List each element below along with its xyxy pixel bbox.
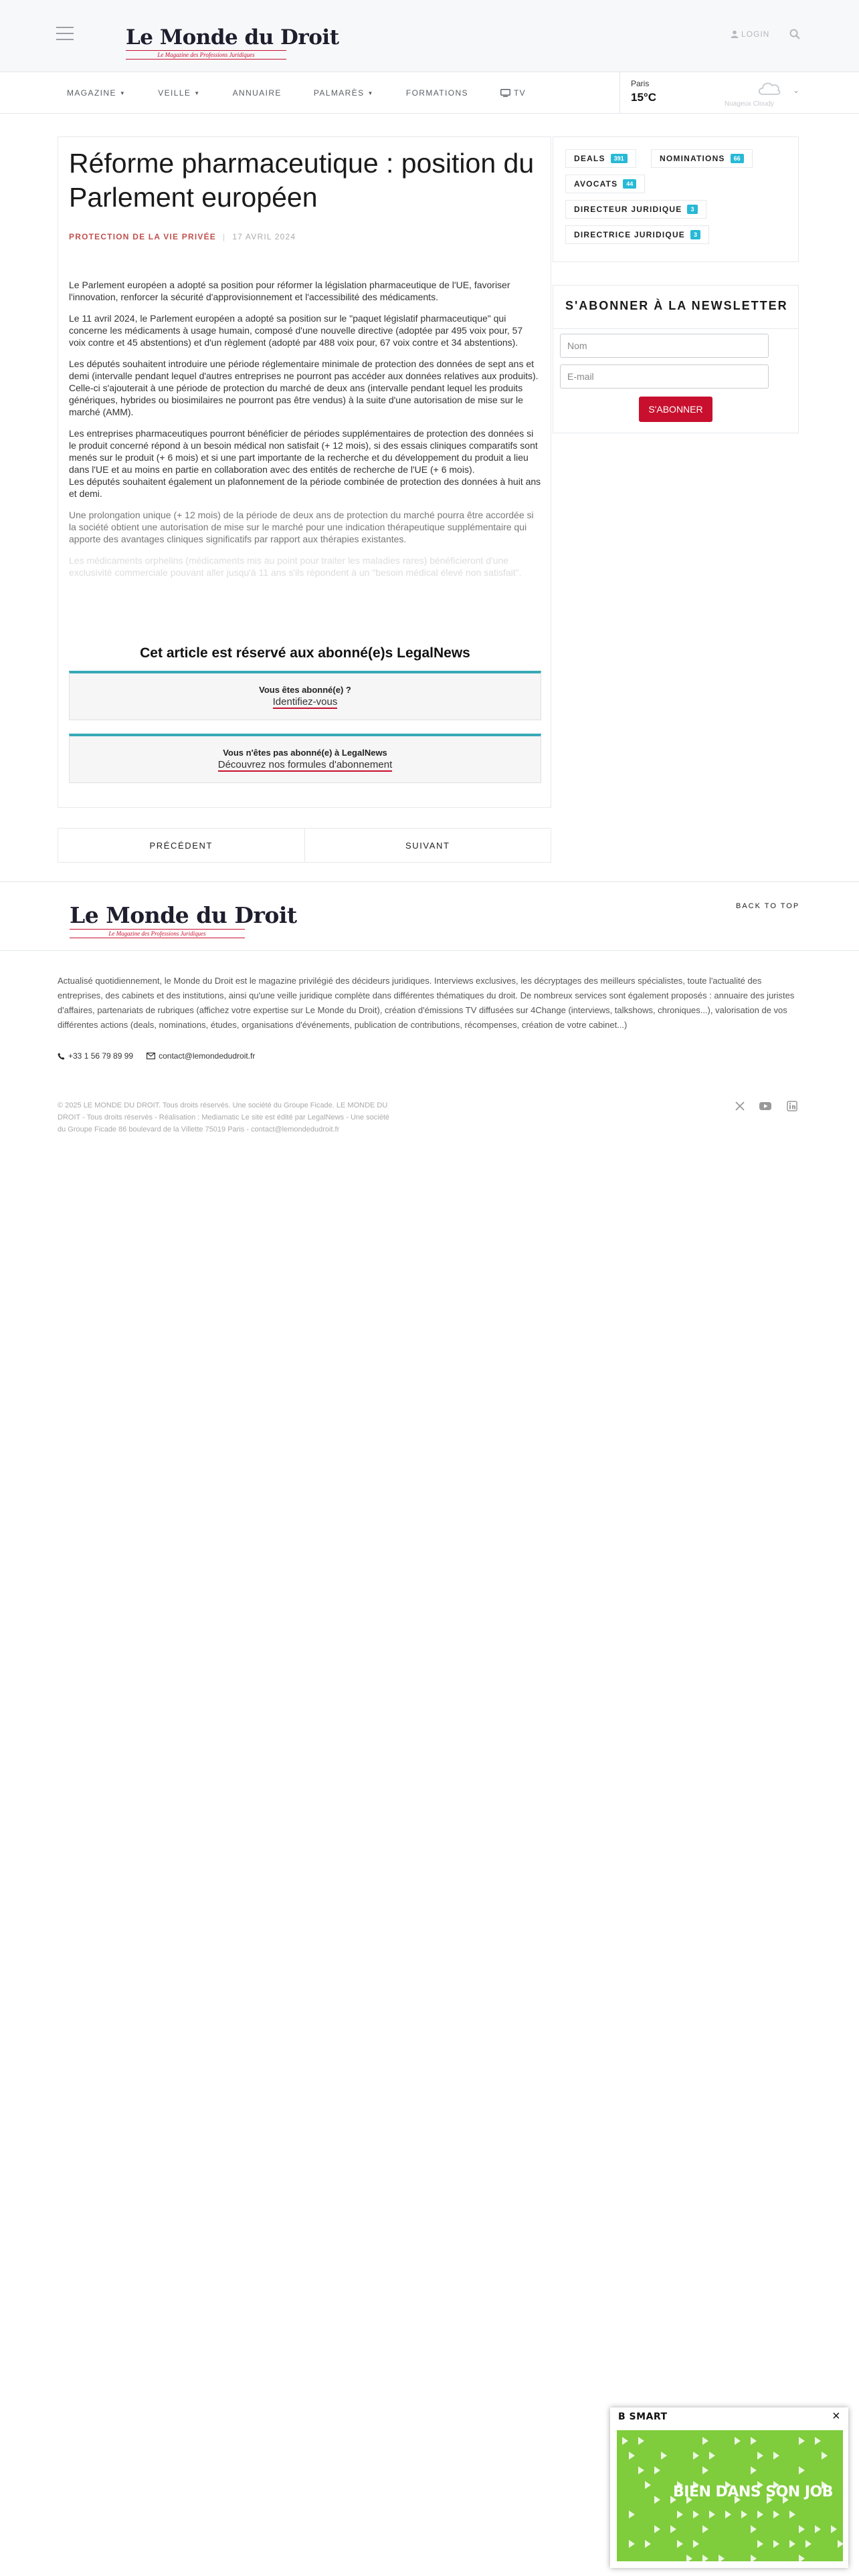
subscription-offer-box [69, 734, 541, 783]
caret-down-icon: ▼ [119, 90, 126, 96]
tag-label: DEALS [574, 154, 605, 163]
youtube-icon[interactable] [759, 1101, 772, 1111]
ad-triangle [757, 2452, 763, 2460]
meta-separator: | [222, 232, 226, 241]
ad-triangle [670, 2525, 676, 2533]
copyright-line: DROIT - Tous droits réservés - Réalisation : Mediamatic Le site est édité par LegalNews - Une société [58, 1113, 390, 1121]
ad-triangle [799, 2466, 805, 2474]
ad-triangle [773, 2452, 779, 2460]
ad-triangle [629, 2540, 635, 2548]
tag-directrice-juridique[interactable] [565, 225, 709, 244]
ad-triangle [725, 2510, 731, 2518]
site-logo[interactable] [126, 25, 339, 60]
newsletter-box [553, 285, 799, 433]
ad-triangle [645, 2481, 651, 2489]
tag-directeur-juridique[interactable] [565, 200, 706, 219]
article-paragraph: Le 11 avril 2024, le Parlement européen a adopté sa position sur le "paquet législatif pharmaceutique" qui concerne les médicaments à usage humain, composé d'une nouvelle directive (adoptée par 495 voix pour, 57 voix contre et 45 abstentions) et d'un règlement (adopté par 488 voix pour, 67 voix contre et 34 abstentions). [69, 313, 523, 348]
ad-triangle [822, 2452, 828, 2460]
article-paragraph: Les médicaments orphelins (médicaments mis au point pour traiter les maladies rares) bénéficieront d'une exclusivité commerciale pouvant aller jusqu'à 11 ans s'ils répondent à un "besoin médical élevé non satisfait". [69, 555, 522, 578]
ad-triangle [757, 2540, 763, 2548]
tag-label: NOMINATIONS [660, 154, 725, 163]
ad-triangle [799, 2525, 805, 2533]
divider [553, 328, 798, 329]
tv-icon [500, 89, 510, 97]
copyright-line: © 2025 LE MONDE DU DROIT. Tous droits réservés. Une société du Groupe Ficade. LE MONDE DU [58, 1101, 388, 1109]
nonsubscriber-question: Vous n'êtes pas abonné(e) à LegalNews [223, 748, 387, 758]
paywall-title: Cet article est réservé aux abonné(e)s LegalNews [140, 645, 470, 661]
email-contact[interactable] [147, 1051, 255, 1061]
tag-label: AVOCATS [574, 179, 618, 189]
nav-item-magazine[interactable] [67, 88, 126, 98]
close-icon[interactable]: × [832, 2409, 840, 2424]
ad-triangle [622, 2437, 628, 2445]
ad-triangle [638, 2466, 644, 2474]
subscriber-question: Vous êtes abonné(e) ? [259, 685, 351, 695]
logo-title: Le Monde du Droit [70, 902, 297, 928]
ad-banner[interactable] [617, 2430, 843, 2561]
nav-label: TV [513, 88, 527, 98]
phone-icon [58, 1053, 65, 1060]
tag-count-badge: 44 [623, 179, 636, 189]
ad-triangle [645, 2540, 651, 2548]
logo-subtitle: Le Magazine des Professions Juridiques [70, 929, 245, 938]
article-paragraph: Les députés souhaitent introduire une période réglementaire minimale de protection des données de sept ans et demi (intervalle pendant lequel d'autres entreprises ne pourront pas accéder aux données relatives aux produits). Celle-ci s'ajouterait à une période de protection du marché de deux ans (intervalle pendant lequel les produits génériques, hybrides ou biosimilaires ne pourront pas être vendus) à la suite d'une autorisation de mise sur le marché (AMM). [69, 358, 539, 417]
ad-triangle [654, 2525, 660, 2533]
ad-triangle [677, 2510, 683, 2518]
cloud-icon [757, 78, 782, 96]
email-input[interactable]: E-mail [560, 364, 769, 389]
ad-triangle [799, 2437, 805, 2445]
footer-copyright [58, 1099, 432, 1136]
footer-description: Actualisé quotidiennement, le Monde du Droit est le magazine privilégié des décideurs juridiques. Interviews exclusives, les décryptages des meilleurs spécialistes, toute l'actualité des entreprises, des cabinets et des institutions, ainsi qu'une veille juridique complète dans différentes thématiques du droit. De nombreux services sont également proposés : annuaire des juristes d'affaires, partenariats de rubriques (affichez votre expertise sur Le Monde du Droit), création d'émissions TV diffusées sur 4Change (interviews, talkshows, chroniques...), valorisation de vos différentes actions (deals, nominations, études, organisations d'événements, publication de contributions, récompenses, création de votre cabinet...) [58, 976, 795, 1030]
ad-triangle [773, 2510, 779, 2518]
ad-triangle [629, 2510, 635, 2518]
weather-widget[interactable] [619, 72, 809, 114]
ad-triangle [709, 2510, 715, 2518]
article-meta [69, 232, 296, 241]
ad-triangle [751, 2466, 757, 2474]
article-paragraph: Le Parlement européen a adopté sa position pour réformer la législation pharmaceutique de l'UE, favoriser l'innovation, renforcer la sécurité d'approvisionnement et l'accessibilité des médicaments. [69, 280, 510, 302]
ad-triangle [686, 2555, 692, 2561]
user-icon [731, 30, 739, 38]
ad-triangle [815, 2525, 821, 2533]
article-date: 17 AVRIL 2024 [232, 232, 296, 241]
subscriber-login-box [69, 671, 541, 720]
ad-triangle [693, 2540, 699, 2548]
nav-item-palmares[interactable] [314, 88, 374, 98]
ad-popup[interactable] [610, 2407, 848, 2568]
ad-triangle [677, 2540, 683, 2548]
tags-box [553, 136, 799, 262]
caret-down-icon: ▼ [367, 90, 374, 96]
ad-triangle [702, 2466, 708, 2474]
tag-avocats[interactable] [565, 175, 645, 193]
ad-triangle [654, 2496, 660, 2504]
ad-triangle [702, 2555, 708, 2561]
ad-triangle [751, 2555, 757, 2561]
footer-contact [58, 1051, 255, 1061]
ad-triangle [789, 2540, 795, 2548]
email-address: contact@lemondedudroit.fr [159, 1051, 256, 1061]
nav-item-tv[interactable] [500, 88, 526, 98]
nav-item-formations[interactable] [406, 88, 468, 98]
ad-triangle [751, 2525, 757, 2533]
caret-down-icon: ▼ [194, 90, 201, 96]
nav-label: ANNUAIRE [232, 88, 282, 98]
nav-label: MAGAZINE [67, 88, 116, 98]
newsletter-title: S'ABONNER À LA NEWSLETTER [565, 299, 788, 312]
name-input[interactable]: Nom [560, 334, 769, 358]
ad-brand: B SMART [618, 2411, 668, 2422]
x-twitter-icon[interactable] [733, 1101, 747, 1111]
search-icon[interactable] [789, 29, 800, 39]
ad-triangle [693, 2452, 699, 2460]
login-link[interactable] [731, 29, 769, 39]
ad-triangle [773, 2540, 779, 2548]
tag-nominations[interactable] [651, 149, 753, 168]
weather-city: Paris [631, 79, 650, 88]
ad-triangle [709, 2452, 715, 2460]
article-pager [58, 828, 551, 863]
tag-count-badge: 391 [611, 154, 628, 163]
ad-triangle [654, 2466, 660, 2474]
envelope-icon [147, 1053, 155, 1059]
ad-triangle [693, 2510, 699, 2518]
tag-count-badge: 66 [731, 154, 744, 163]
nav-label: FORMATIONS [405, 88, 468, 98]
linkedin-icon[interactable] [785, 1101, 799, 1111]
ad-triangle [789, 2510, 795, 2518]
site-header [0, 0, 859, 72]
phone-number: +33 1 56 79 89 99 [68, 1051, 134, 1061]
article-category[interactable]: PROTECTION DE LA VIE PRIVÉE [69, 232, 216, 241]
ad-triangle [741, 2510, 747, 2518]
menu-icon[interactable] [56, 27, 74, 40]
weather-description: Nuageux Cloudy [725, 100, 774, 108]
login-link[interactable]: Identifiez-vous [272, 696, 338, 708]
ad-triangle [799, 2555, 805, 2561]
tag-label: DIRECTRICE JURIDIQUE [574, 230, 686, 239]
tag-deals[interactable] [565, 149, 636, 168]
ad-triangle [751, 2437, 757, 2445]
chevron-down-icon[interactable]: ⌄ [793, 86, 800, 95]
ad-triangle [757, 2510, 763, 2518]
nav-item-annuaire[interactable] [233, 88, 282, 98]
phone-contact[interactable] [58, 1051, 133, 1061]
ad-triangle [629, 2452, 635, 2460]
ad-triangle [702, 2437, 708, 2445]
tag-count-badge: 3 [690, 230, 700, 239]
logo-subtitle: Le Magazine des Professions Juridiques [126, 50, 286, 60]
article [58, 136, 551, 808]
subscribe-button[interactable]: S'ABONNER [639, 397, 712, 422]
article-title: Réforme pharmaceutique : position du Parlement européen [69, 148, 535, 213]
article-paragraph: Les entreprises pharmaceutiques pourront bénéficier de périodes supplémentaires de protection des données si le produit concerné répond à un besoin médical non satisfait (+ 12 mois), si des essais cliniques comparatifs sont menés sur le produit (+ 6 mois) et si une part importante de la recherche et du développement du produit a lieu dans l'UE et au moins en partie en collaboration avec des entités de recherche de l'UE (+ 6 mois). [69, 428, 538, 475]
copyright-line: du Groupe Ficade 86 boulevard de la Villette 75019 Paris - contact@lemondedudroit.fr [58, 1125, 340, 1134]
logo-title: Le Monde du Droit [126, 25, 339, 49]
subscription-offers-link[interactable]: Découvrez nos formules d'abonnement [217, 759, 393, 770]
article-paragraph: Une prolongation unique (+ 12 mois) de la période de deux ans de protection du marché pourra être accordée si la société obtient une autorisation de mise sur le marché pour une indication thérapeutique supplémentaire qui apporte des avantages cliniques significatifs par rapport aux thérapies existantes. [69, 510, 534, 544]
footer-logo[interactable] [70, 902, 297, 938]
article-paragraph: Les députés souhaitent également un plafonnement de la période combinée de protection des données à huit ans et demi. [69, 476, 541, 499]
login-label: LOGIN [741, 29, 770, 39]
nav-label: PALMARÈS [313, 88, 365, 98]
ad-triangle [815, 2437, 821, 2445]
ad-triangle [735, 2437, 741, 2445]
footer-top [0, 881, 859, 951]
previous-button[interactable]: PRÉCÉDENT [149, 840, 213, 851]
ad-triangle [661, 2452, 667, 2460]
article-body [69, 279, 541, 588]
next-button[interactable]: SUIVANT [304, 829, 551, 862]
nav-label: VEILLE [158, 88, 191, 98]
ad-triangle [805, 2540, 812, 2548]
ad-triangle [831, 2525, 837, 2533]
ad-triangle [638, 2437, 644, 2445]
ad-triangle [838, 2540, 843, 2548]
tag-count-badge: 3 [687, 205, 697, 214]
nav-item-veille[interactable] [158, 88, 200, 98]
ad-triangle [702, 2525, 708, 2533]
ad-headline: BIEN DANS SON JOB [673, 2484, 834, 2500]
weather-temperature: 15°C [631, 91, 656, 104]
ad-triangle [719, 2555, 725, 2561]
back-to-top-link[interactable]: BACK TO TOP [736, 902, 800, 910]
tag-label: DIRECTEUR JURIDIQUE [574, 205, 682, 214]
